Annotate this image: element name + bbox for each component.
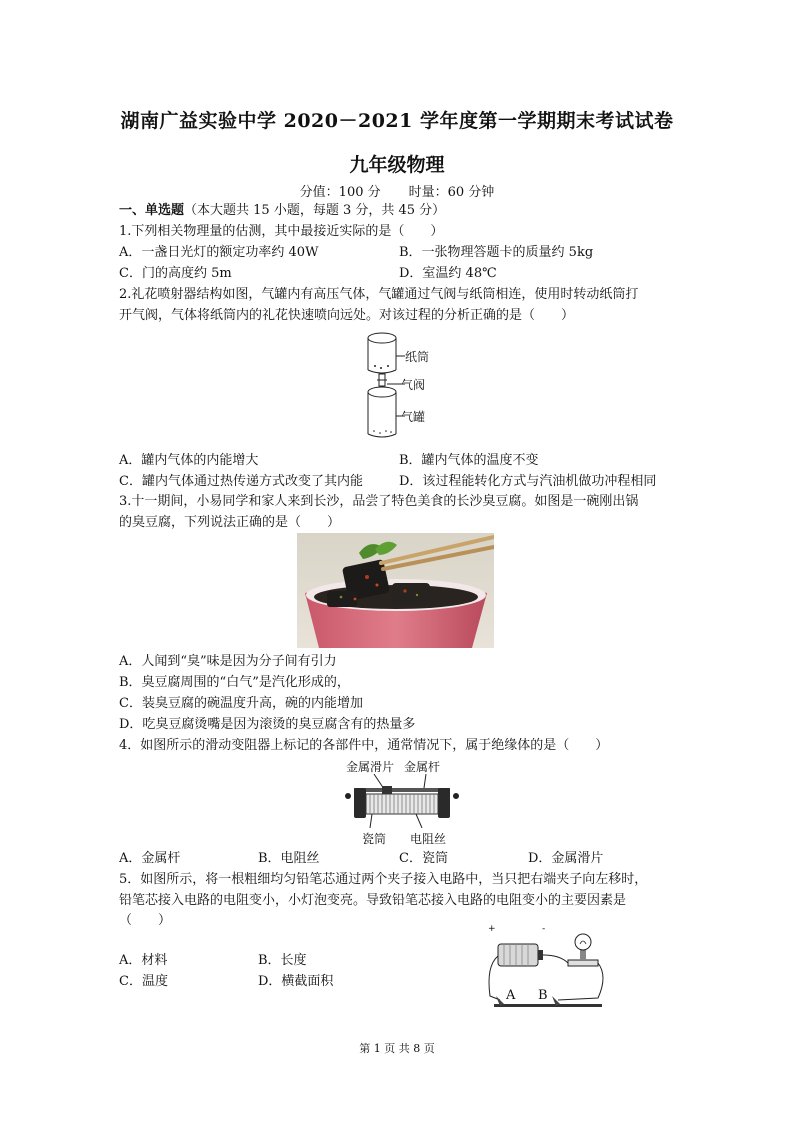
- q2-stem-line1: 2.礼花喷射器结构如图，气罐内有高压气体，气罐通过气阀与纸筒相连，使用时转动纸筒打: [119, 287, 639, 302]
- label-resistance-wire: 电阻丝: [410, 832, 447, 846]
- q5-stem-line3: （ ）: [119, 913, 172, 928]
- q4-option-b: B．电阻丝: [258, 851, 320, 866]
- q5-option-b: B．长度: [258, 953, 307, 968]
- q4-option-a: A．金属杆: [119, 851, 181, 866]
- q3-option-b: B．臭豆腐周围的“白气”是汽化形成的，: [119, 675, 350, 690]
- q3-option-d: D．吃臭豆腐烫嘴是因为滚烫的臭豆腐含有的热量多: [119, 717, 416, 732]
- q2-option-c: C．罐内气体通过热传递方式改变了其内能: [119, 474, 363, 489]
- q5-stem-line2: 铅笔芯接入电路的电阻变小，小灯泡变亮。导致铅笔芯接入电路的电阻变小的主要因素是: [119, 893, 627, 908]
- q4-option-d: D．金属滑片: [528, 851, 604, 866]
- q2-option-a: A．罐内气体的内能增大: [119, 453, 259, 468]
- section-title: 一、单选题: [119, 203, 185, 218]
- time-info: 时量：60 分钟: [408, 185, 495, 200]
- label-paper-tube: 纸筒: [405, 350, 430, 364]
- score-info: 分值：100 分: [299, 185, 381, 200]
- q2-stem-line2: 开气阀，气体将纸筒内的礼花快速喷向远处。对该过程的分析正确的是（ ）: [119, 308, 575, 323]
- q1-option-a: A．一盏日光灯的额定功率约 40W: [119, 245, 319, 260]
- rheostat-diagram: [340, 774, 460, 828]
- page-title: 湖南广益实验中学 2020－2021 学年度第一学期期末考试试卷: [120, 110, 674, 132]
- pencil-lead-circuit-figure: [480, 926, 610, 1012]
- label-metal-slider: 金属滑片: [346, 760, 395, 774]
- q5-stem-line1: 5．如图所示，将一根粗细均匀铅笔芯通过两个夹子接入电路中，当只把右端夹子向左移时，: [119, 872, 648, 887]
- q5-option-c: C．温度: [119, 974, 168, 989]
- confetti-launcher-figure: [355, 330, 445, 446]
- q5-option-a: A．材料: [119, 953, 168, 968]
- label-clip-a: A: [506, 988, 516, 1003]
- q3-option-a: A．人闻到“臭”味是因为分子间有引力: [119, 654, 337, 669]
- label-clip-b: B: [538, 988, 548, 1003]
- label-gas-can: 气罐: [401, 410, 426, 424]
- label-valve: 气阀: [401, 378, 426, 392]
- label-positive: +: [488, 924, 496, 934]
- page-footer: 第 1 页 共 8 页: [359, 1042, 435, 1055]
- q4-option-c: C．瓷筒: [399, 851, 448, 866]
- rheostat-figure: [340, 758, 460, 848]
- q3-stem-line2: 的臭豆腐，下列说法正确的是（ ）: [119, 515, 341, 530]
- section-heading: [119, 201, 445, 221]
- q1-option-c: C．门的高度约 5m: [119, 266, 232, 281]
- stinky-tofu-photo: [297, 533, 494, 648]
- stinky-tofu-image: [297, 533, 494, 648]
- q1-stem: 1.下列相关物理量的估测，其中最接近实际的是（ ）: [119, 224, 444, 239]
- label-negative: -: [542, 924, 546, 934]
- q3-option-c: C．装臭豆腐的碗温度升高，碗的内能增加: [119, 696, 363, 711]
- q2-option-d: D．该过程能转化方式与汽油机做功冲程相同: [399, 474, 657, 489]
- exam-meta: [0, 181, 794, 200]
- q1-option-d: D．室温约 48℃: [399, 266, 497, 281]
- q2-option-b: B．罐内气体的温度不变: [399, 453, 539, 468]
- confetti-launcher-diagram: [355, 330, 445, 446]
- q5-option-d: D．横截面积: [258, 974, 334, 989]
- page-subtitle: 九年级物理: [349, 154, 445, 176]
- section-note: （本大题共 15 小题，每题 3 分，共 45 分）: [184, 203, 446, 218]
- label-porcelain-tube: 瓷筒: [362, 832, 387, 846]
- q3-stem-line1: 3.十一期间，小易同学和家人来到长沙，品尝了特色美食的长沙臭豆腐。如图是一碗刚出锅: [119, 494, 639, 509]
- q4-stem: 4．如图所示的滑动变阻器上标记的各部件中，通常情况下，属于绝缘体的是（ ）: [119, 738, 609, 753]
- label-metal-rod: 金属杆: [404, 760, 441, 774]
- q1-option-b: B．一张物理答题卡的质量约 5kg: [399, 245, 594, 260]
